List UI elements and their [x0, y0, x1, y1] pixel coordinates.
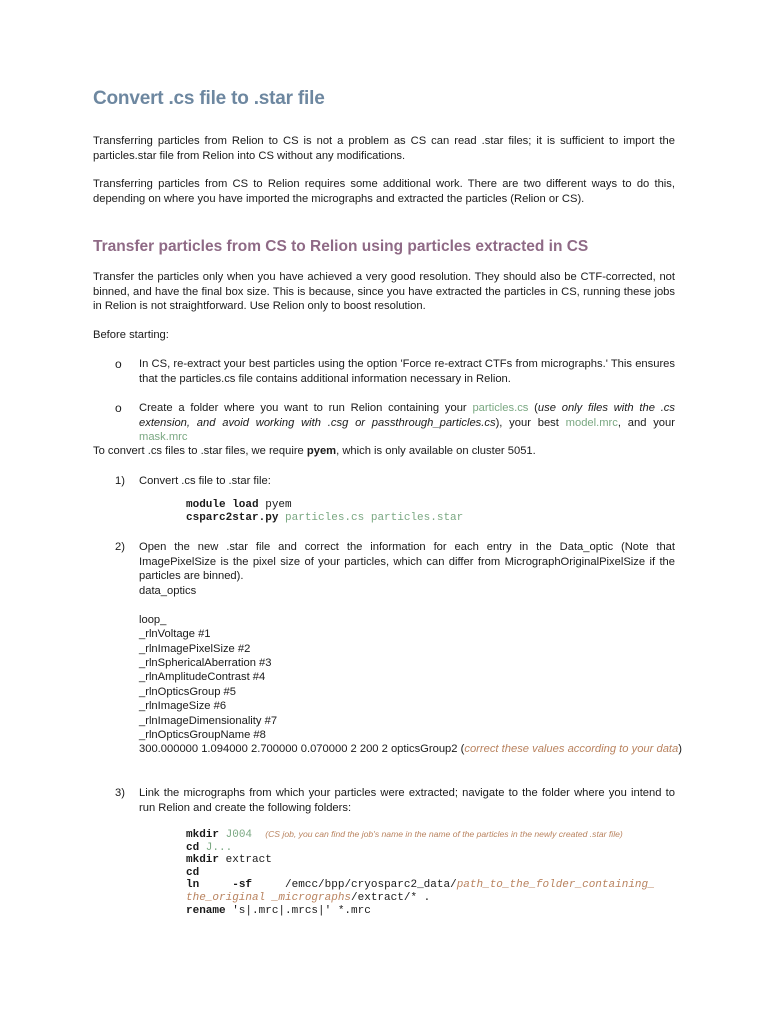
intro-paragraph-1: Transferring particles from Relion to CS is not a problem as CS can read .star files; it is sufficient to import the particles.star file from Relion into CS without any modifications.: [93, 135, 675, 162]
bullet-marker: o: [115, 401, 122, 415]
step-3-text: Link the micrographs from which your particles were extracted; navigate to the folder where you intend to run Relion and create the following folders:: [139, 787, 675, 814]
page-title: Convert .cs file to .star file: [93, 88, 325, 109]
code-command: csparc2star.py: [186, 511, 279, 524]
code-arg: pyem: [258, 499, 292, 511]
file-particles-cs: particles.cs: [472, 402, 529, 414]
section-title: Transfer particles from CS to Relion using particles extracted in CS: [93, 238, 589, 255]
code-command: module load: [186, 499, 259, 511]
convert-text: To convert .cs files to .star files, we require: [93, 445, 307, 457]
optics-line: data_optics: [139, 585, 197, 597]
code-path-placeholder: the_original _micrographs: [186, 891, 352, 904]
before-starting-label: Before starting:: [93, 329, 169, 341]
bullet-text: ), your best: [495, 416, 566, 429]
code-path: /extract/* .: [351, 891, 431, 904]
code-command: mkdir: [186, 829, 220, 841]
step-number: 3): [115, 787, 125, 799]
code-arg: J...: [199, 841, 233, 854]
code-block-convert: [186, 499, 463, 524]
pyem-label: pyem: [306, 445, 337, 457]
optics-values-note: correct these values according to your data: [464, 743, 679, 755]
code-command: rename: [186, 904, 226, 917]
code-arg: J004: [219, 829, 253, 841]
code-arg: particles.cs particles.star: [278, 511, 464, 524]
section-paragraph: Transfer the particles only when you have achieved a very good resolution. They should also be CTF-corrected, not binned, and have the final box size. This is because, since you have extracted the particles in CS, running these jobs in Relion is not straightforward. Use Relion only to boost resolution.: [93, 271, 675, 313]
code-command: cd: [186, 866, 200, 879]
step-number: 2): [115, 541, 125, 553]
bullet-item-reextract: In CS, re-extract your best particles using the option 'Force re-extract CTFs from micrographs.' This ensures that the particles.cs file contains additional information necessary in Relion.: [139, 358, 675, 385]
bullet-italic-note: use only files with the .cs extension, and avoid working with .csg or passthrough_particles.cs: [139, 402, 675, 429]
optics-line: _rlnImageSize #6: [139, 700, 227, 713]
optics-line: _rlnImageDimensionality #7: [139, 714, 278, 727]
optics-line: _rlnOpticsGroupName #8: [139, 729, 266, 741]
bullet-marker: o: [115, 357, 122, 371]
optics-line: _rlnImagePixelSize #2: [139, 642, 251, 655]
step-2-text: Open the new .star file and correct the information for each entry in the Data_optic (Note that ImagePixelSize is the pixel size of your particles, which can differ from MicrographOriginalPixelSize if the particles are binned).: [139, 541, 675, 583]
code-arg: extract: [219, 854, 272, 867]
code-block-link: [186, 828, 655, 917]
code-command: ln: [186, 879, 200, 892]
code-flag: -sf: [232, 879, 253, 892]
optics-line: _rlnSphericalAberration #3: [139, 657, 272, 669]
optics-line: _rlnOpticsGroup #5: [139, 685, 237, 698]
file-mask-mrc: mask.mrc: [139, 431, 188, 444]
bullet-text: Create a folder where you want to run Relion containing your: [139, 402, 473, 414]
intro-paragraph-2: Transferring particles from CS to Relion requires some additional work. There are two different ways to do this, depending on where you have imported the micrographs and extracted the particles (Relion or CS).: [93, 178, 675, 205]
code-path: /emcc/bpp/cryosparc2_data/: [285, 879, 457, 892]
code-command: cd: [186, 841, 200, 854]
optics-line: _rlnAmplitudeContrast #4: [139, 671, 266, 684]
bullet-text: , and your: [617, 416, 675, 429]
optics-line: loop_: [139, 613, 167, 626]
bullet-item-create-folder: [139, 401, 675, 445]
step-number: 1): [115, 475, 125, 487]
code-command: mkdir: [186, 854, 220, 867]
code-note: (CS job, you can find the job's name in the name of the particles in the newly created .star file): [265, 829, 623, 839]
optics-values-text: 300.000000 1.094000 2.700000 0.070000 2 200 2 opticsGroup2 (: [139, 743, 465, 755]
optics-values: [139, 742, 682, 756]
convert-text: , which is only available on cluster 5051.: [336, 445, 536, 457]
step-1-text: Convert .cs file to .star file:: [139, 475, 271, 487]
code-arg: 's|.mrc|.mrcs|' *.mrc: [225, 904, 371, 917]
file-model-mrc: model.mrc: [565, 416, 618, 429]
bullet-text: (: [528, 402, 538, 414]
convert-instructions: [93, 444, 536, 459]
optics-line: _rlnVoltage #1: [139, 628, 211, 641]
code-path-placeholder: path_to_the_folder_containing_: [456, 879, 655, 892]
optics-values-text: ): [678, 743, 683, 755]
